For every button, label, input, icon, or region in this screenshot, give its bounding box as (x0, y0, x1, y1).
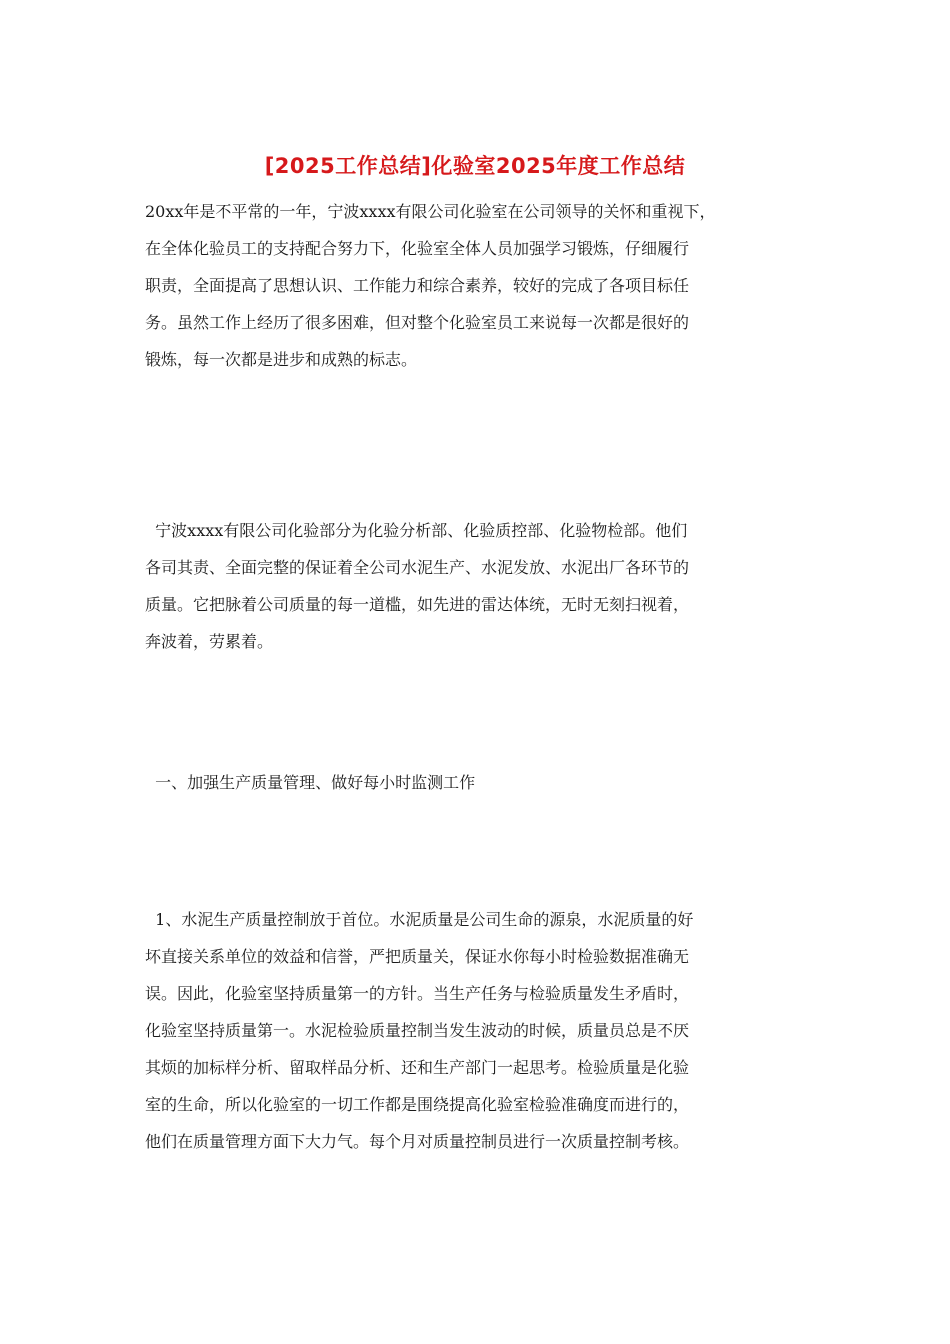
paragraph-line: 他们在质量管理方面下大力气。每个月对质量控制员进行一次质量控制考核。 (145, 1132, 690, 1151)
paragraph-line: 锻炼，每一次都是进步和成熟的标志。 (145, 350, 418, 369)
section-heading (145, 764, 810, 801)
paragraph-line: 奔波着，劳累着。 (145, 632, 274, 651)
paragraph-line: 误。因此，化验室坚持质量第一的方针。当生产任务与检验质量发生矛盾时， (145, 984, 690, 1003)
paragraph-line: 宁波xxxx有限公司化验部分为化验分析部、化验质控部、化验物检部。他们 (145, 521, 688, 540)
paragraph-intro (145, 193, 810, 378)
paragraph-line: 在全体化验员工的支持配合努力下，化验室全体人员加强学习锻炼，仔细履行 (145, 239, 690, 258)
paragraph-line: 各司其责、全面完整的保证着全公司水泥生产、水泥发放、水泥出厂各环节的 (145, 558, 690, 577)
paragraph-quality-control (145, 901, 810, 1160)
paragraph-departments (145, 512, 810, 660)
paragraph-line: 其烦的加标样分析、留取样品分析、还和生产部门一起思考。检验质量是化验 (145, 1058, 690, 1077)
paragraph-line: 质量。它把脉着公司质量的每一道槛，如先进的雷达体统，无时无刻扫视着， (145, 595, 690, 614)
paragraph-line: 化验室坚持质量第一。水泥检验质量控制当发生波动的时候，质量员总是不厌 (145, 1021, 690, 1040)
paragraph-line: 职责，全面提高了思想认识、工作能力和综合素养，较好的完成了各项目标任 (145, 276, 690, 295)
paragraph-line: 室的生命，所以化验室的一切工作都是围绕提高化验室检验准确度而进行的， (145, 1095, 690, 1114)
document-title: [2025工作总结]化验室2025年度工作总结 (264, 154, 686, 178)
paragraph-line: 1、水泥生产质量控制放于首位。水泥质量是公司生命的源泉，水泥质量的好 (145, 910, 694, 929)
paragraph-line: 务。虽然工作上经历了很多困难，但对整个化验室员工来说每一次都是很好的 (145, 313, 690, 332)
heading-line: 一、加强生产质量管理、做好每小时监测工作 (145, 773, 476, 792)
paragraph-line: 20xx年是不平常的一年，宁波xxxx有限公司化验室在公司领导的关怀和重视下， (145, 202, 716, 221)
paragraph-line: 坏直接关系单位的效益和信誉，严把质量关，保证水你每小时检验数据准确无 (145, 947, 690, 966)
